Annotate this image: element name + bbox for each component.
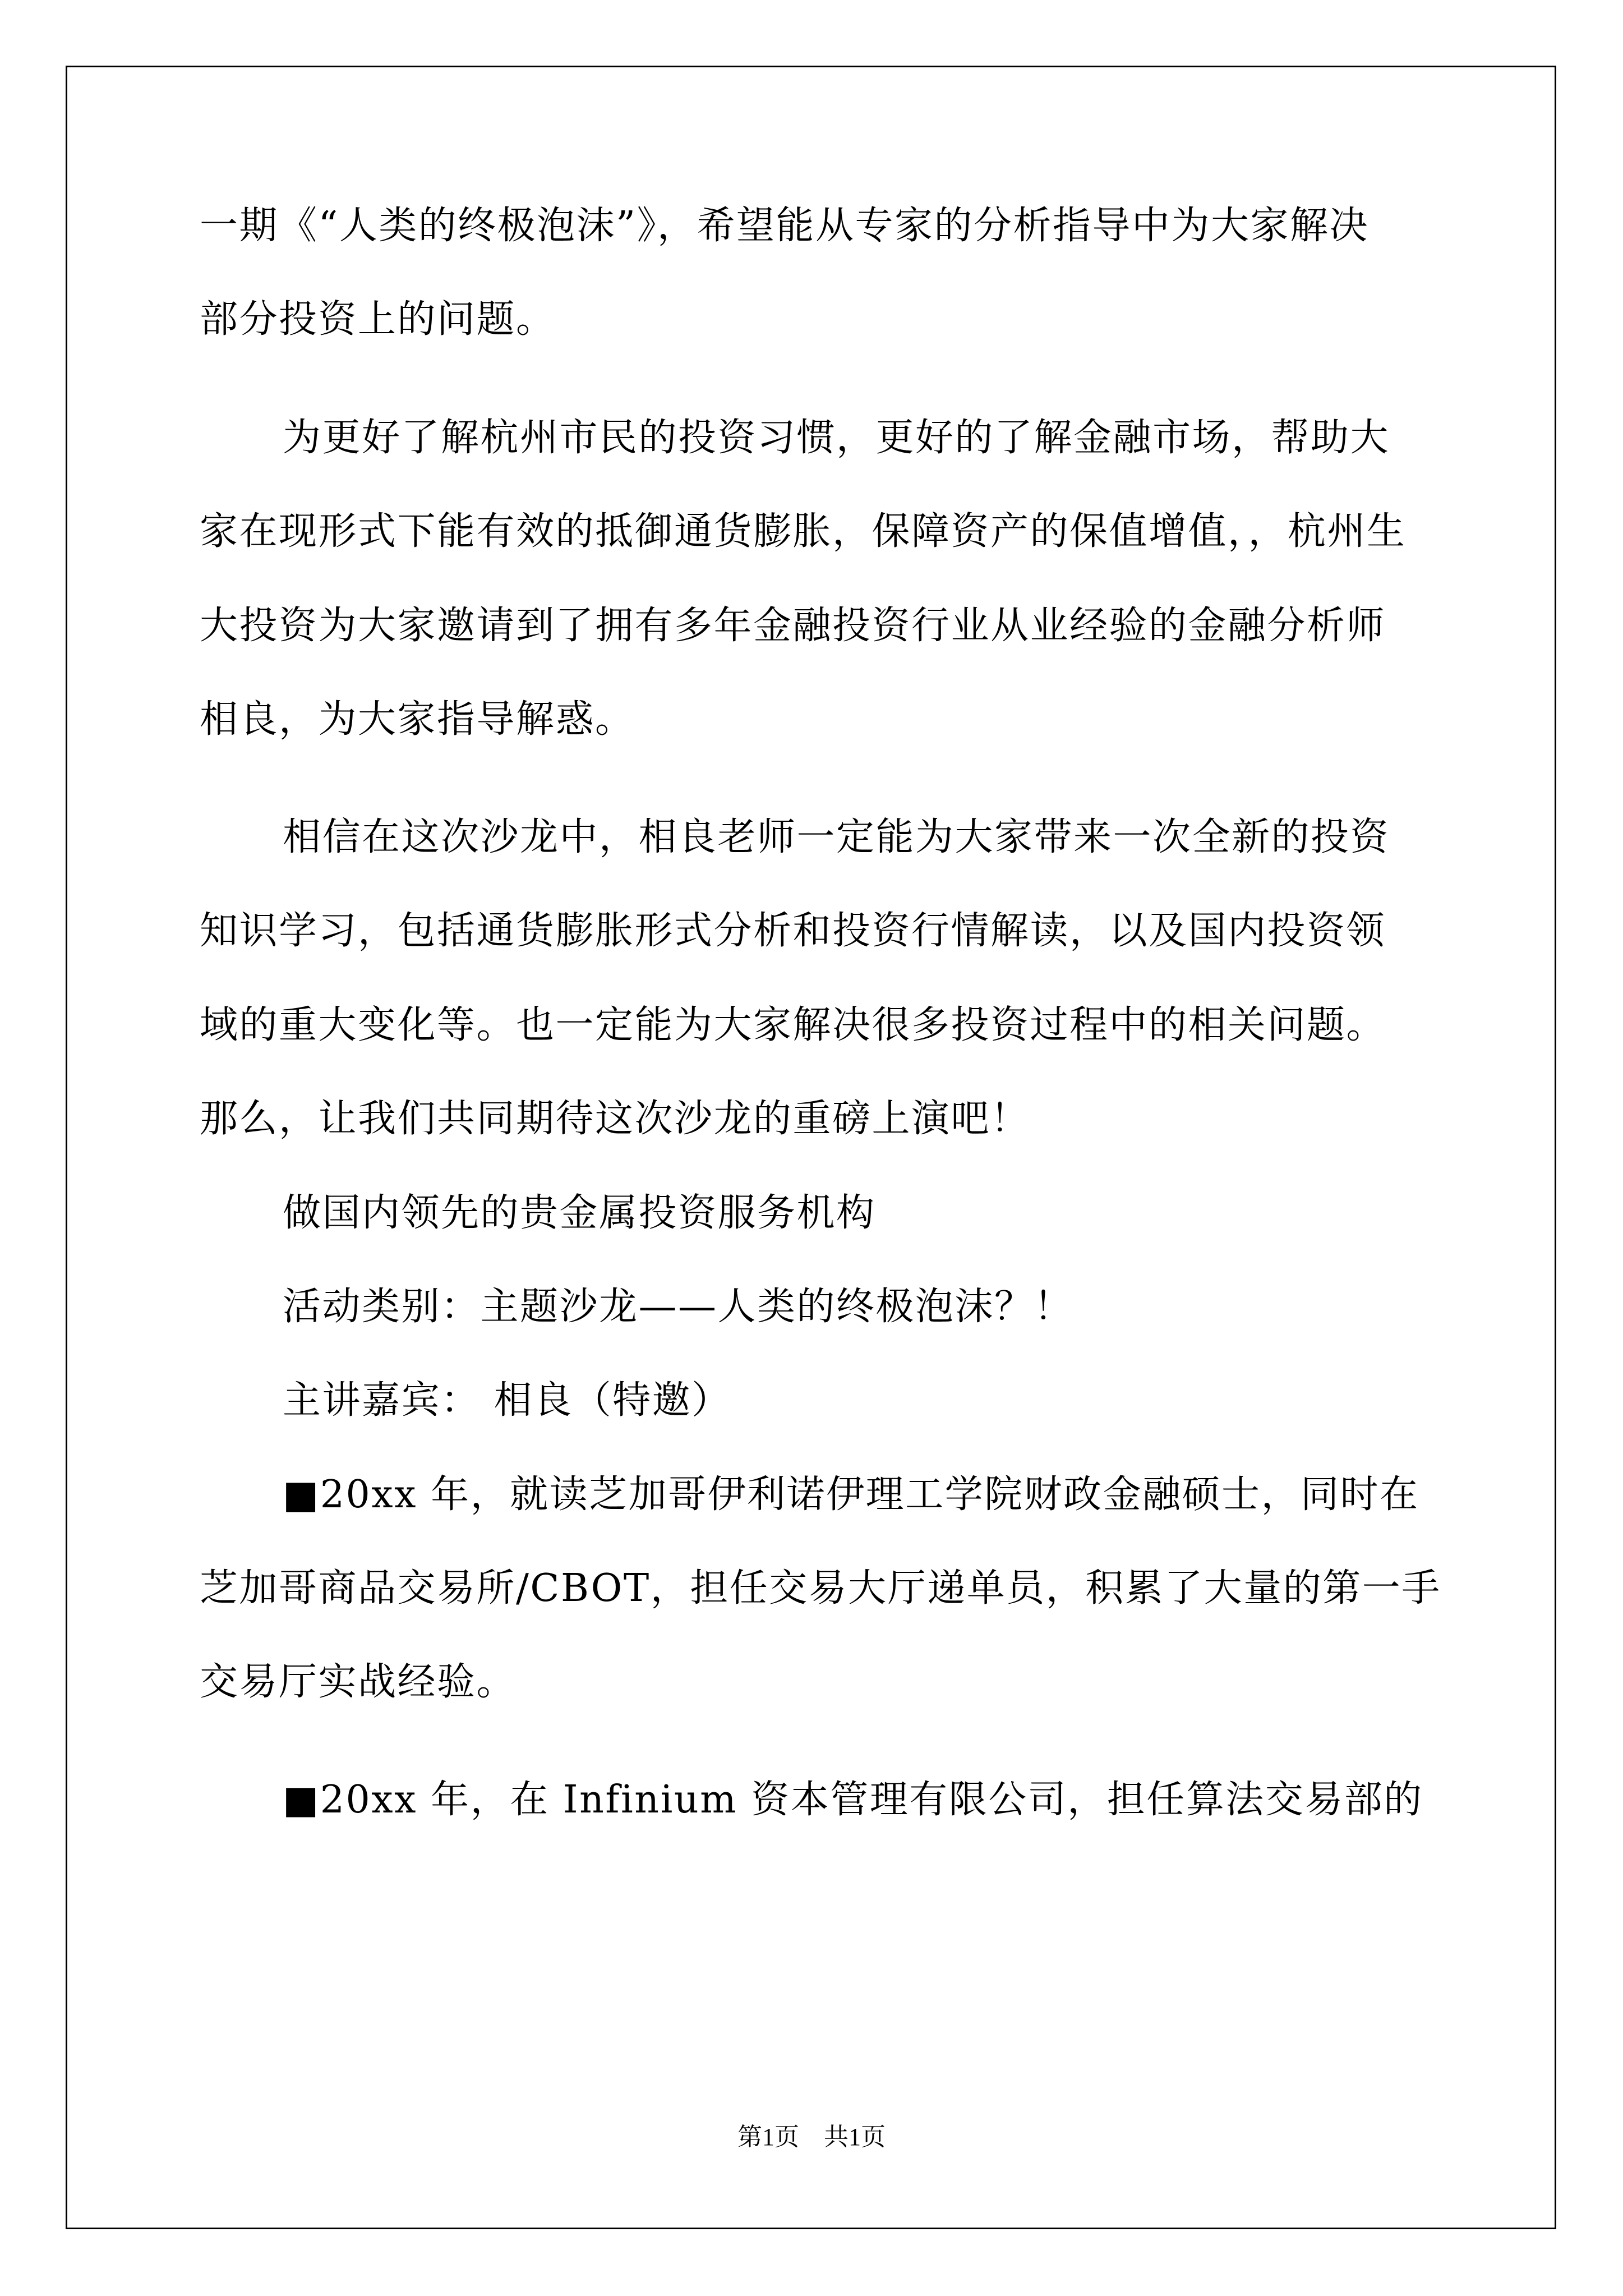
paragraph-line: 大投资为大家邀请到了拥有多年金融投资行业从业经验的金融分析师: [200, 604, 1386, 648]
paragraph-line: 活动类别：主题沙龙——人类的终极泡沫？！: [283, 1285, 1074, 1329]
paragraph-line: 一期《“人类的终极泡沫”》，希望能从专家的分析指导中为大家解决: [200, 204, 1370, 248]
paragraph-line: ■20xx 年，就读芝加哥伊利诺伊理工学院财政金融硕士，同时在: [283, 1473, 1419, 1517]
paragraph-line: 芝加哥商品交易所/CBOT，担任交易大厅递单员，积累了大量的第一手: [200, 1566, 1441, 1611]
paragraph-line: 相信在这次沙龙中，相良老师一定能为大家带来一次全新的投资: [283, 815, 1390, 859]
paragraph-line: 相良，为大家指导解惑。: [200, 697, 635, 742]
paragraph-line: 那么，让我们共同期待这次沙龙的重磅上演吧！: [200, 1097, 1030, 1141]
page-border: [66, 66, 1556, 2229]
page-footer: [0, 2120, 1623, 2154]
paragraph-line: 做国内领先的贵金属投资服务机构: [283, 1191, 876, 1235]
paragraph-line: 知识学习，包括通货膨胀形式分析和投资行情解读，以及国内投资领: [200, 909, 1386, 953]
page-number: 第1页: [737, 2123, 799, 2151]
paragraph-line: 为更好了解杭州市民的投资习惯，更好的了解金融市场，帮助大: [283, 416, 1390, 460]
paragraph-line: 交易厅实战经验。: [200, 1660, 517, 1704]
paragraph-line: 主讲嘉宾： 相良（特邀）: [283, 1378, 731, 1423]
paragraph-line: 域的重大变化等。也一定能为大家解决很多投资过程中的相关问题。: [200, 1003, 1386, 1047]
page-total: 共1页: [824, 2123, 886, 2151]
paragraph-line: 家在现形式下能有效的抵御通货膨胀，保障资产的保值增值，，杭州生: [200, 509, 1407, 554]
paragraph-line: ■20xx 年，在 Infinium 资本管理有限公司，担任算法交易部的: [283, 1778, 1423, 1822]
paragraph-line: 部分投资上的问题。: [200, 297, 556, 342]
